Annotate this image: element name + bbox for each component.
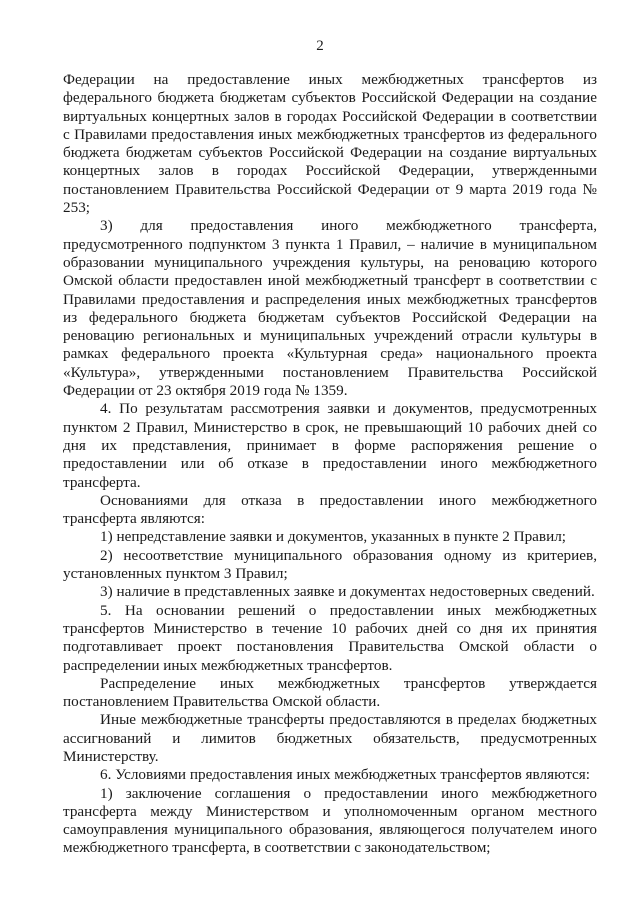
paragraph-refusal-3: 3) наличие в представленных заявке и документах недостоверных сведений.	[100, 583, 595, 601]
paragraph-section-4: 4. По результатам рассмотрения заявки и документов, предусмотренных пунктом 2 Правил, Министерство в срок, не превышающий 10 рабочих дней со дня их представления, принимает в форме распоряжения решение о предоставлении или об отказе в предоставлении иного межбюджетного трансферта.	[63, 400, 597, 491]
paragraph-refusal-grounds: Основаниями для отказа в предоставлении иного межбюджетного трансферта являются:	[63, 491, 597, 528]
paragraph-section-6: 6. Условиями предоставления иных межбюджетных трансфертов являются:	[100, 766, 590, 784]
paragraph-refusal-1: 1) непредставление заявки и документов, указанных в пункте 2 Правил;	[100, 528, 567, 546]
page-number: 2	[316, 38, 324, 54]
paragraph-item-3: 3) для предоставления иного межбюджетного трансферта, предусмотренного подпунктом 3 пункта 1 Правил, – наличие в муниципальном образовании муниципального учреждения культуры, на реновацию которого Омской области предоставлен иной межбюджетный трансферт в соответствии с Правилами предоставления и распределения иных межбюджетных трансфертов из федерального бюджета бюджетам субъектов Российской Федерации на реновацию региональных и муниципальных учреждений отрасли культуры в рамках федерального проекта «Культурная среда» национального проекта «Культура», утвержденными постановлением Правительства Российской Федерации от 23 октября 2019 года № 1359.	[63, 217, 597, 400]
paragraph-section-5: 5. На основании решений о предоставлении иных межбюджетных трансфертов Министерство в течение 10 рабочих дней со дня их принятия подготавливает проект постановления Правительства Омской области о распределении иных межбюджетных трансфертов.	[63, 601, 597, 674]
paragraph-continuation: Федерации на предоставление иных межбюджетных трансфертов из федерального бюджета бюджетам субъектов Российской Федерации на создание виртуальных концертных залов в городах Российской Федерации в соответствии с Правилами предоставления иных межбюджетных трансфертов из федерального бюджета бюджетам субъектов Российской Федерации на создание виртуальных концертных залов в городах Российской Федерации, утвержденными постановлением Правительства Российской Федерации от 9 марта 2019 года № 253;	[63, 71, 597, 217]
document-body	[63, 71, 597, 858]
paragraph-refusal-2: 2) несоответствие муниципального образования одному из критериев, установленных пунктом 3 Правил;	[63, 546, 597, 583]
paragraph-condition-1: 1) заключение соглашения о предоставлении иного межбюджетного трансферта между Министерством и уполномоченным органом местного самоуправления муниципального образования, являющегося получателем иного межбюджетного трансферта, в соответствии с законодательством;	[63, 784, 597, 857]
paragraph-limits: Иные межбюджетные трансферты предоставляются в пределах бюджетных ассигнований и лимитов бюджетных обязательств, предусмотренных Министерству.	[63, 711, 597, 765]
paragraph-distribution: Распределение иных межбюджетных трансфертов утверждается постановлением Правительства Омской области.	[63, 674, 597, 711]
